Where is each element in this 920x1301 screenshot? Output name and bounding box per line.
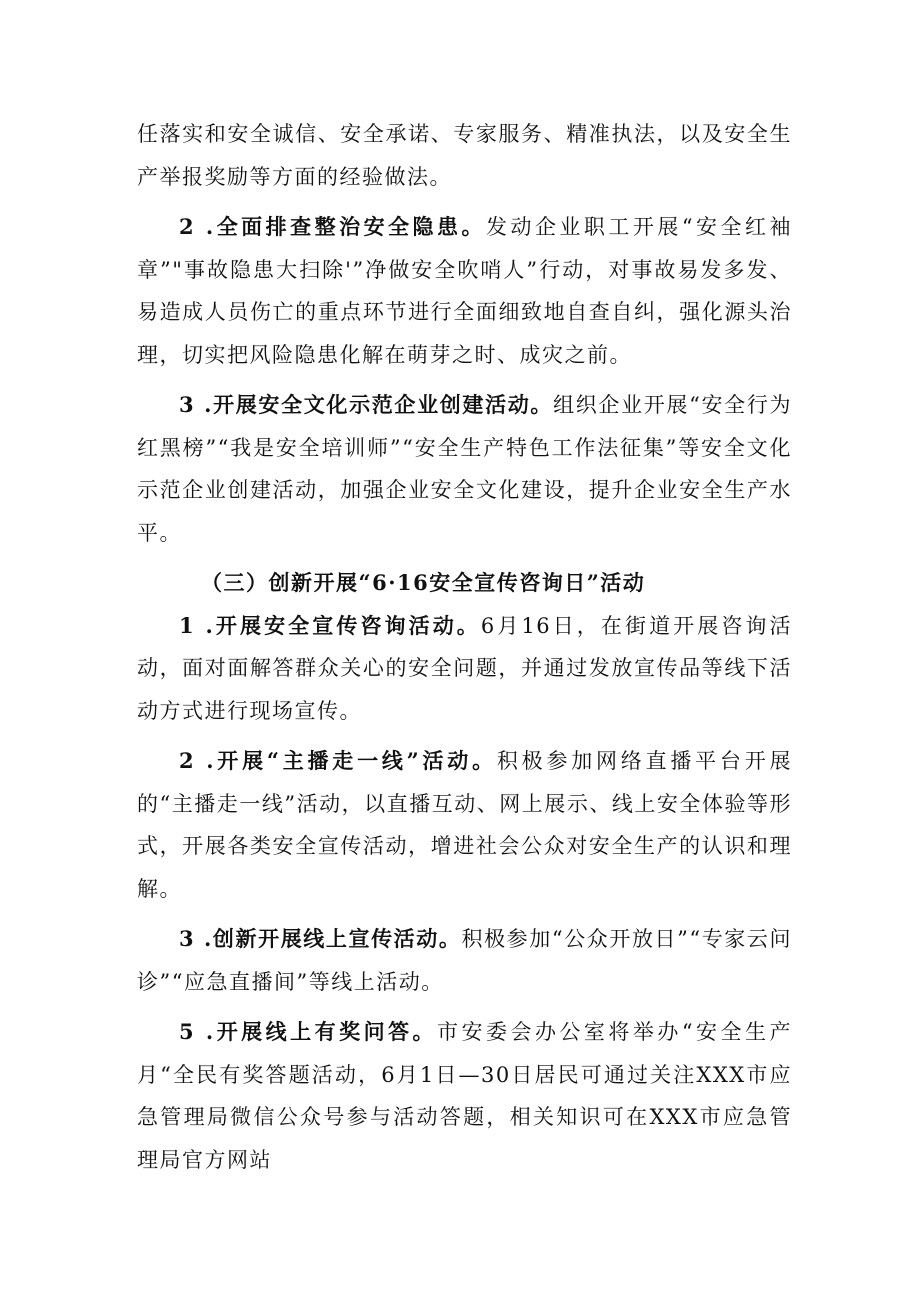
paragraph-item-1-consultation	[137, 605, 792, 733]
paragraph-item-2-hazards	[137, 206, 792, 376]
paragraph-item-5-quiz	[137, 1011, 792, 1181]
paragraph-lead: 3 .创新开展线上宣传活动。	[179, 926, 462, 951]
paragraph-lead: 1 .开展安全宣传咨询活动。	[179, 612, 481, 638]
paragraph-lead: 3 .开展安全文化示范企业创建活动。	[179, 392, 554, 417]
paragraph-text: 任落实和安全诚信、安全承诺、专家服务、精准执法，以及安全生产举报奖励等方面的经验做法。	[137, 122, 792, 189]
paragraph-continued	[137, 113, 792, 198]
paragraph-body: 市安委会办公室将举办“安全生产月“全民有奖答题活动，6月1日—30日居民可通过关注XXX市应急管理局微信公众号参与活动答题，相关知识可在XXX市应急管理局官方网站	[137, 1020, 792, 1172]
paragraph-body: 发动企业职工开展“安全红袖章”"事故隐患大扫除'”净做安全吹哨人”行动，对事故易发多发、易造成人员伤亡的重点环节进行全面细致地自查自纠，强化源头治理，切实把风险隐患化解在萌芽之时、成灾之前。	[137, 215, 792, 367]
paragraph-item-3-online	[137, 918, 792, 1003]
paragraph-lead: 2 .开展“主播走一线”活动。	[179, 748, 497, 773]
paragraph-item-2-anchor	[137, 740, 792, 910]
paragraph-body: 积极参加网络直播平台开展的“主播走一线”活动，以直播互动、网上展示、线上安全体验等形式，开展各类安全宣传活动，增进社会公众对安全生产的认识和理解。	[137, 749, 792, 901]
section-heading-3: （三）创新开展“6·16安全宣传咨询日”活动	[201, 570, 646, 595]
paragraph-lead: 5 .开展线上有奖问答。	[179, 1019, 438, 1044]
paragraph-body: 积极参加“公众开放日”“专家云问诊”“应急直播间”等线上活动。	[137, 927, 792, 994]
paragraph-item-3-culture	[137, 384, 792, 554]
document-page	[137, 113, 792, 1181]
paragraph-body: 6月16日，在街道开展咨询活动，面对面解答群众关心的安全问题，并通过发放宣传品等线下活动方式进行现场宣传。	[137, 613, 792, 723]
paragraph-body: 组织企业开展“安全行为红黑榜”“我是安全培训师”“安全生产特色工作法征集”等安全文化示范企业创建活动，加强企业安全文化建设，提升企业安全生产水平。	[137, 393, 792, 545]
paragraph-lead: 2 .全面排查整治安全隐患。	[179, 214, 486, 239]
